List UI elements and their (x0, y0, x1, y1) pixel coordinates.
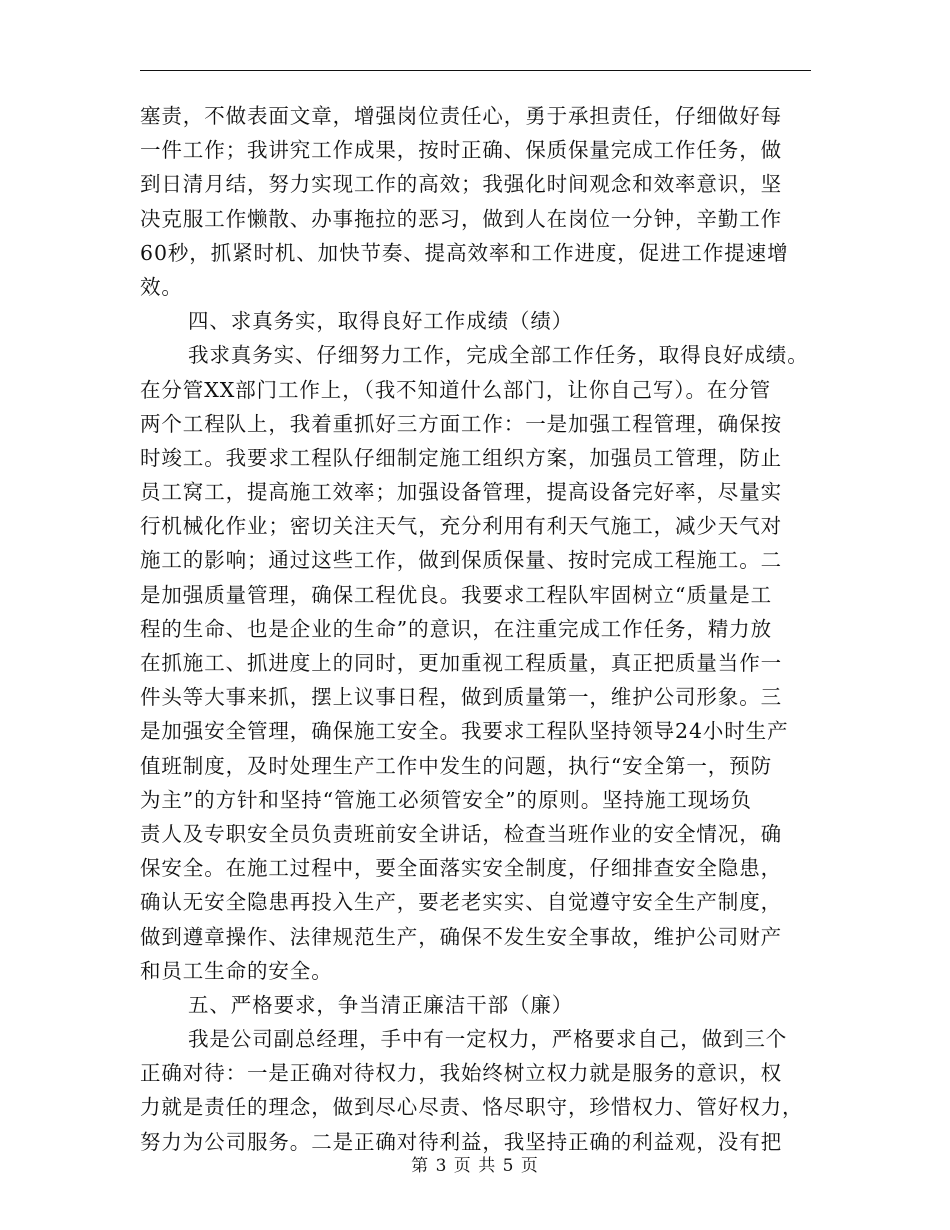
text-line: 确认无安全隐患再投入生产，要老老实实、自觉遵守安全生产制度， (140, 890, 782, 915)
text-line: 一件工作；我讲究工作成果，按时正确、保质保量完成工作任务，做 (140, 138, 782, 163)
paragraph-first-line: 我求真务实、仔细努力工作，完成全部工作任务，取得良好成绩。 (188, 343, 809, 368)
text-line: 力就是责任的理念，做到尽心尽责、恪尽职守，珍惜权力、管好权力， (140, 1095, 804, 1120)
text-line: 施工的影响；通过这些工作，做到保质保量、按时完成工程施工。二 (140, 548, 782, 573)
header-rule (140, 70, 811, 71)
paragraph-first-line: 四、求真务实，取得良好工作成绩（绩） (188, 309, 574, 334)
text-line: 员工窝工，提高施工效率；加强设备管理，提高设备完好率，尽量实 (140, 480, 782, 505)
text-line: 是加强质量管理，确保工程优良。我要求工程队牢固树立“质量是工 (140, 582, 772, 607)
text-line: 在分管XX部门工作上，（我不知道什么部门，让你自己写）。在分管 (140, 377, 772, 402)
text-line: 在抓施工、抓进度上的同时，更加重视工程质量，真正把质量当作一 (140, 651, 782, 675)
text-line: 保安全。在施工过程中，要全面落实安全制度，仔细排查安全隐患， (140, 856, 782, 881)
text-line: 到日清月结，努力实现工作的高效；我强化时间观念和效率意识，坚 (140, 172, 782, 197)
text-line: 件头等大事来抓，摆上议事日程，做到质量第一，维护公司形象。三 (140, 685, 782, 710)
text-line: 努力为公司服务。二是正确对待利益，我坚持正确的利益观，没有把 (140, 1129, 782, 1154)
text-line: 做到遵章操作、法律规范生产，确保不发生安全事故，维护公司财产 (140, 924, 782, 949)
text-line: 效。 (140, 274, 183, 299)
paragraph-first-line: 五、严格要求，争当清正廉洁干部（廉） (188, 992, 574, 1017)
text-line: 是加强安全管理，确保施工安全。我要求工程队坚持领导24小时生产 (140, 719, 789, 744)
text-line: 行机械化作业；密切关注天气，充分利用有利天气施工，减少天气对 (140, 514, 782, 539)
text-line: 两个工程队上，我着重抓好三方面工作：一是加强工程管理，确保按 (140, 411, 782, 436)
paragraph-first-line: 我是公司副总经理，手中有一定权力，严格要求自己，做到三个 (188, 1027, 788, 1052)
text-line: 时竣工。我要求工程队仔细制定施工组织方案，加强员工管理，防止 (140, 445, 782, 470)
text-line: 值班制度，及时处理生产工作中发生的问题，执行“安全第一，预防 (140, 753, 772, 778)
page-footer: 第 3 页 共 5 页 (411, 1156, 539, 1176)
text-line: 60秒，抓紧时机、加快节奏、提高效率和工作进度，促进工作提速增 (140, 240, 789, 265)
document-body (140, 99, 812, 1159)
text-line: 决克服工作懒散、办事拖拉的恶习，做到人在岗位一分钟，辛勤工作 (140, 206, 782, 231)
text-line: 塞责，不做表面文章，增强岗位责任心，勇于承担责任，仔细做好每 (140, 104, 782, 128)
text-line: 为主”的方针和坚持“管施工必须管安全”的原则。坚持施工现场负 (140, 787, 752, 812)
text-line: 程的生命、也是企业的生命”的意识，在注重完成工作任务，精力放 (140, 616, 772, 641)
text-line: 和员工生命的安全。 (140, 958, 333, 983)
text-line: 责人及专职安全员负责班前安全讲话，检查当班作业的安全情况，确 (140, 821, 782, 846)
text-line: 正确对待：一是正确对待权力，我始终树立权力就是服务的意识，权 (140, 1061, 782, 1086)
